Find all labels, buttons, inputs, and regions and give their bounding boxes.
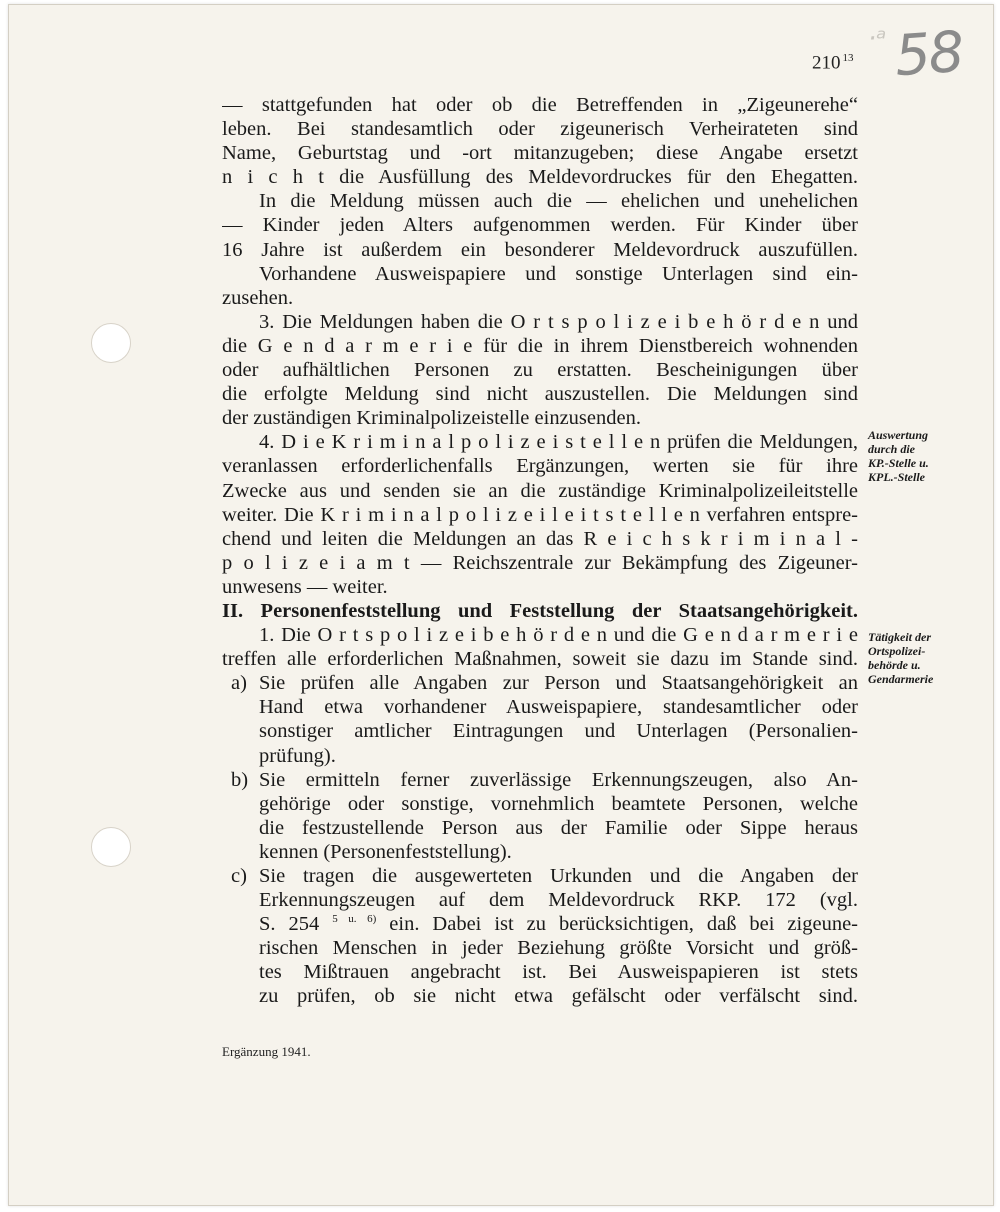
line-text: oder aufhältlichen Personen zu erstatten. Bescheinigungen über (222, 359, 858, 382)
line-text: chend und leiten die Meldungen an das R e i c h s k r i m i n a l - (222, 527, 858, 550)
punch-hole-top (91, 323, 131, 363)
line-text: veranlassen erforderlichenfalls Ergänzungen, werten sie für ihre (222, 455, 858, 478)
line-text: Vorhandene Ausweispapiere und sonstige Unterlagen sind ein- (259, 262, 858, 285)
text-line (222, 912, 858, 936)
text-line (222, 189, 858, 213)
text-line (222, 262, 858, 286)
margin-note-line: durch die (868, 442, 916, 456)
reference-superscript: 5 u. 6) (332, 913, 377, 926)
text-line (222, 527, 858, 551)
line-text: — Kinder jeden Alters aufgenommen werden. Für Kinder über (222, 214, 858, 237)
line-text: — stattgefunden hat oder ob die Betreffenden in „Zigeunerehe“ (222, 94, 858, 116)
line-text: rischen Menschen in jeder Beziehung größte Vorsicht und größ- (259, 937, 858, 960)
line-text: Erkennungszeugen auf dem Meldevordruck RKP. 172 (vgl. (259, 889, 858, 912)
line-text: Hand etwa vorhandener Ausweispapiere, standesamtlicher oder (259, 696, 858, 719)
text-line (222, 334, 858, 358)
line-text: leben. Bei standesamtlich oder zigeunerisch Verheirateten sind (222, 118, 858, 141)
line-text: die festzustellende Person aus der Familie oder Sippe heraus (259, 816, 858, 839)
text-line (222, 768, 858, 792)
line-text: treffen alle erforderlichen Maßnahmen, soweit sie dazu im Stande sind. (222, 648, 858, 671)
text-line (222, 816, 858, 840)
text-line (222, 310, 858, 334)
line-text: In die Meldung müssen auch die — ehelichen und unehelichen (259, 190, 858, 213)
page-number-superscript: 13 (842, 52, 854, 64)
text-line (222, 695, 858, 719)
text-line (222, 984, 858, 1008)
text-line (222, 141, 858, 165)
text-line (222, 888, 858, 912)
text-line (222, 936, 858, 960)
section-heading (222, 599, 858, 623)
line-text: tes Mißtrauen angebracht ist. Bei Ausweispapieren ist stets (259, 961, 858, 984)
margin-note-line: KPL.-Stelle (868, 470, 925, 484)
punch-hole-bottom (91, 827, 131, 867)
text-line (222, 117, 858, 141)
line-text: prüfung). (259, 744, 336, 767)
line-text: die erfolgte Meldung sind nicht auszustellen. Die Meldungen sind (222, 383, 858, 406)
line-text: 3. Die Meldungen haben die O r t s p o l i z e i b e h ö r d e n und (259, 310, 858, 333)
line-text: die G e n d a r m e r i e für die in ihrem Dienstbereich wohnenden (222, 334, 858, 357)
line-text: 1. Die O r t s p o l i z e i b e h ö r d e n und die G e n d a r m e r i e (259, 624, 858, 647)
body-text (222, 93, 858, 1009)
page-number: 210 $^{13}$ (812, 52, 854, 74)
text-line (222, 551, 858, 575)
list-marker: c) (231, 865, 247, 887)
line-text: Sie ermitteln ferner zuverlässige Erkennungszeugen, also An- (259, 768, 858, 791)
text-line (222, 213, 858, 237)
text-line (222, 503, 858, 527)
text-line (222, 454, 858, 478)
line-text: Sie prüfen alle Angaben zur Person und Staatsangehörigkeit an (259, 672, 858, 695)
line-text: n i c h t die Ausfüllung des Meldevordruckes für den Ehegatten. (222, 166, 858, 189)
line-text: kennen (Personenfeststellung). (259, 840, 512, 863)
line-text: 4. D i e K r i m i n a l p o l i z e i s t e l l e n prüfen die Meldungen, (259, 431, 858, 454)
text-line (222, 744, 858, 768)
reference-prefix: S. 254 (259, 913, 333, 936)
line-text: Sie tragen die ausgewerteten Urkunden und die Angaben der (259, 865, 858, 887)
text-line (222, 382, 858, 406)
margin-note-line: Tätigkeit der (868, 630, 931, 644)
text-line (222, 575, 858, 599)
line-text: II. Personenfeststellung und Feststellung der Staatsangehörigkeit. (222, 599, 858, 622)
line-text: der zuständigen Kriminalpolizeistelle einzusenden. (222, 407, 641, 430)
footer-supplement-note: Ergänzung 1941. (222, 1044, 311, 1059)
line-text: Name, Geburtstag und -ort mitanzugeben; diese Angabe ersetzt (222, 142, 858, 165)
line-text: weiter. Die K r i m i n a l p o l i z e i l e i t s t e l l e n verfahren entspre- (222, 503, 858, 526)
pencil-mark: ·ᵃ (868, 24, 887, 54)
text-line (222, 960, 858, 984)
text-line (222, 406, 858, 430)
text-line (222, 238, 858, 262)
text-line (222, 165, 858, 189)
margin-note-taetigkeit (868, 630, 964, 686)
line-text: p o l i z e i a m t — Reichszentrale zur Bekämpfung des Zigeuner- (222, 551, 858, 574)
line-text: zusehen. (222, 286, 294, 309)
line-text: ein. Dabei ist zu berücksichtigen, daß bei zigeune- (389, 913, 858, 936)
list-marker: b) (231, 768, 249, 791)
line-text: sonstiger amtlicher Eintragungen und Unterlagen (Personalien- (259, 720, 858, 743)
text-line (222, 430, 858, 454)
line-text: gehörige oder sonstige, vornehmlich beamtete Personen, welche (259, 792, 858, 815)
text-line (222, 840, 858, 864)
line-text: zu prüfen, ob sie nicht etwa gefälscht oder verfälscht sind. (259, 985, 858, 1008)
text-line (222, 358, 858, 382)
handwritten-page-number: 58 (892, 19, 965, 90)
text-line (222, 864, 858, 888)
margin-note-line: Auswertung (868, 428, 929, 442)
margin-note-line: KP.-Stelle u. (868, 456, 929, 470)
text-line (222, 623, 858, 647)
list-marker: a) (231, 672, 247, 695)
margin-note-line: Gendarmerie (868, 672, 934, 686)
text-line (222, 792, 858, 816)
margin-note-line: Ortspolizei- (868, 644, 926, 658)
text-line (222, 479, 858, 503)
text-line (222, 93, 858, 117)
line-text: Zwecke aus und senden sie an die zuständige Kriminalpolizeileitstelle (222, 479, 858, 502)
line-text: unwesens — weiter. (222, 575, 388, 598)
text-line (222, 719, 858, 743)
text-line (222, 647, 858, 671)
margin-note-auswertung (868, 428, 964, 484)
text-line (222, 286, 858, 310)
margin-note-line: behörde u. (868, 658, 921, 672)
text-line (222, 671, 858, 695)
line-text: 16 Jahre ist außerdem ein besonderer Meldevordruck auszufüllen. (222, 238, 858, 261)
